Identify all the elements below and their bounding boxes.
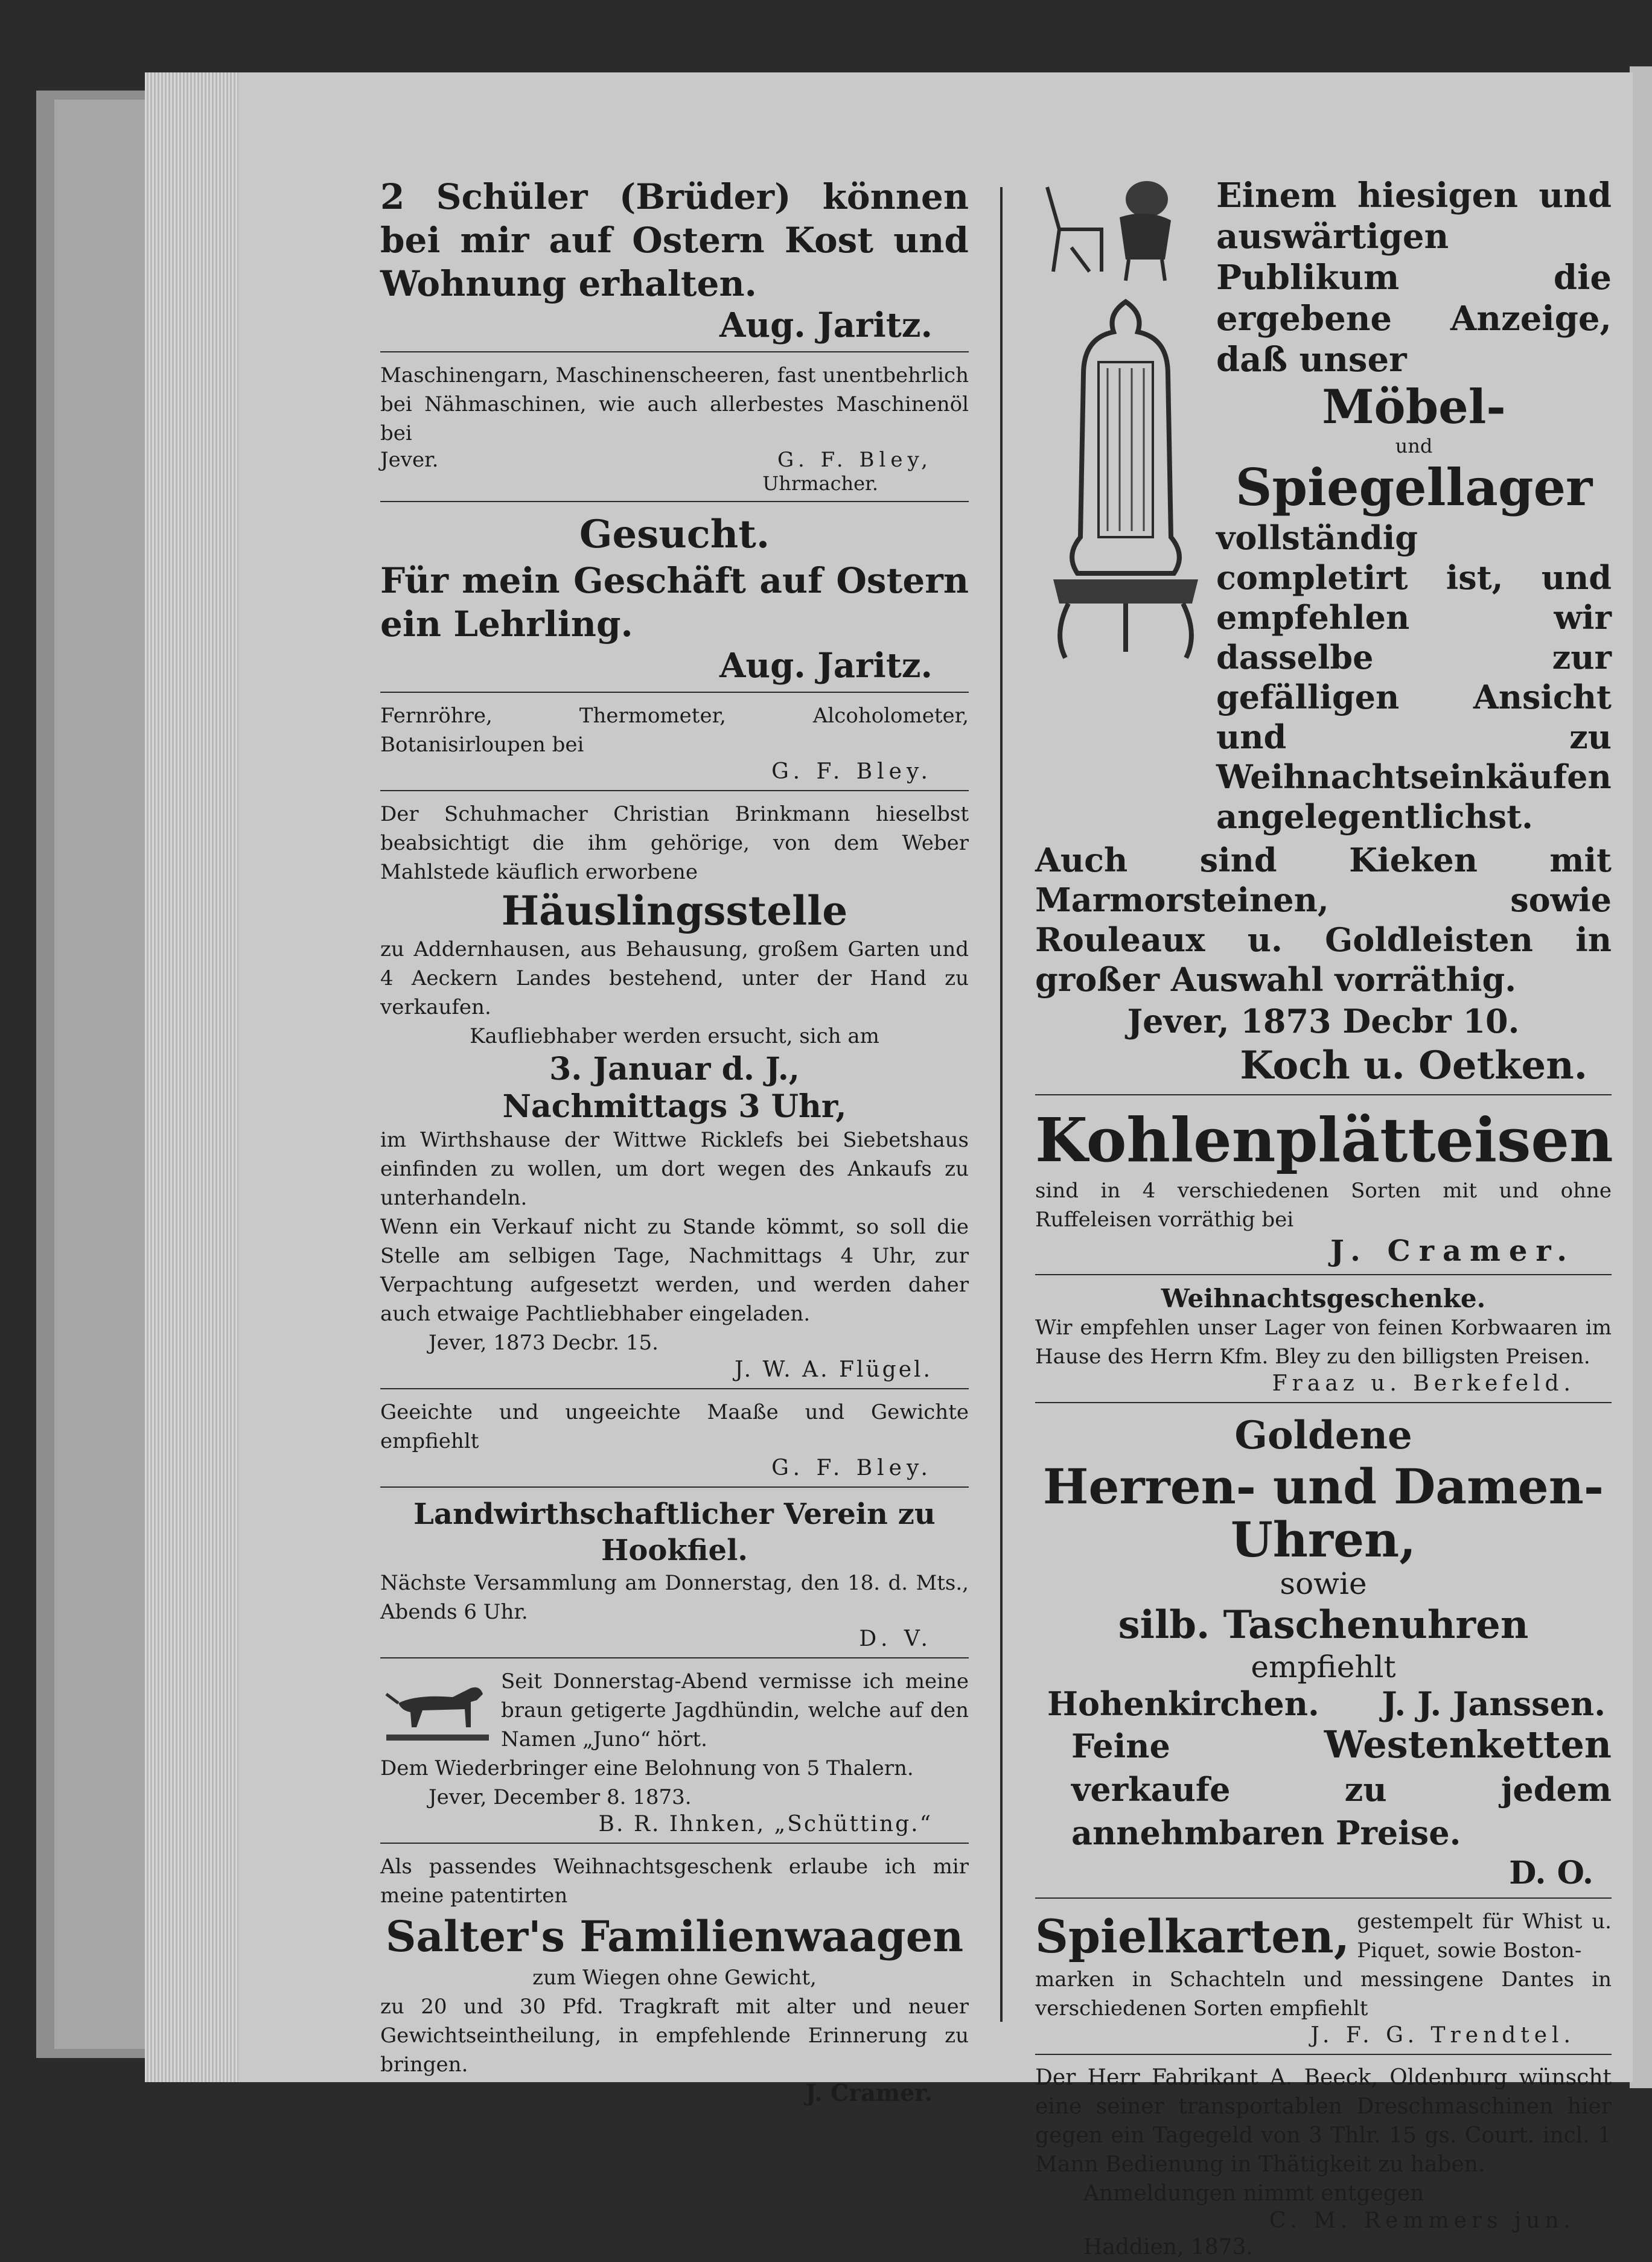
ad-place-date: Jever, 1873 Decbr 10. — [1127, 1002, 1520, 1040]
ad-signature: G. F. Bley. — [771, 759, 933, 784]
divider — [380, 501, 969, 502]
ad-signature: Aug. Jaritz. — [719, 305, 933, 345]
ad-signature: G. F. Bley, — [777, 448, 933, 472]
ad-place-date: Jever, December 8. 1873. — [429, 1785, 692, 1809]
ad-place: Hohenkirchen. — [1047, 1684, 1319, 1723]
ad-title: Salter's Familienwaagen — [385, 1911, 964, 1961]
divider — [380, 351, 969, 352]
ad-text: Nächste Versammlung am Donnerstag, den 18. d. Mts., Abends 6 Uhr. — [380, 1571, 969, 1624]
divider — [380, 790, 969, 791]
ad-line: silb. Taschenuhren — [1118, 1602, 1529, 1648]
ad-text: Fernröhre, Thermometer, Alcoholometer, Botanisirloupen bei — [380, 704, 969, 757]
facing-page-edge — [1630, 66, 1652, 2088]
chair-icon — [1035, 175, 1174, 284]
ad-signature: D. O. — [1509, 1855, 1593, 1891]
ad-text: Seit Donnerstag-Abend vermisse ich meine braun getigerte Jagdhündin, welche auf den Namen „Juno“ hört. — [501, 1669, 969, 1751]
ad-text: Einem hiesigen und auswärtigen Publikum die ergebene Anzeige, daß unser — [1216, 176, 1612, 380]
ad-text: Wir empfehlen unser Lager von feinen Korbwaaren im Hause des Herrn Kfm. Bley zu den billigsten Preisen. — [1035, 1316, 1612, 1369]
ad-familienwaagen — [380, 1852, 969, 2106]
ad-title: Häuslingsstelle — [501, 887, 848, 934]
left-column — [380, 175, 969, 2106]
ad-text: Anmeldungen nimmt entgegen — [1083, 2181, 1424, 2206]
newspaper-page — [238, 72, 1633, 2260]
ad-signature-sub: Uhrmacher. — [762, 472, 878, 495]
ad-title: Weihnachtsgeschenke. — [1161, 1284, 1486, 1313]
ad-signature: J. F. G. Trendtel. — [1310, 2023, 1575, 2048]
divider — [380, 1843, 969, 1844]
ad-place-date: Haddien, 1873. — [1083, 2235, 1253, 2260]
ad-westenketten — [1035, 1723, 1612, 1891]
ad-maschinengarn — [380, 361, 969, 495]
ad-signature: J. Cramer. — [805, 2079, 933, 2106]
ad-text: Auch sind Kieken mit Marmorsteinen, sowie Rouleaux u. Goldleisten in großer Auswahl vorräthig. — [1035, 841, 1612, 999]
ad-line: empfiehlt — [1251, 1649, 1396, 1684]
divider — [380, 1657, 969, 1658]
ad-dreschmaschine — [1035, 2063, 1612, 2262]
ad-signature: C. M. Remmers jun. — [1269, 2208, 1575, 2233]
ad-text: marken in Schachteln und messingene Dantes in verschiedenen Sorten empfiehlt — [1035, 1967, 1612, 2021]
ad-signature: G. F. Bley. — [771, 1456, 933, 1480]
ad-text: 2 Schüler (Brüder) können bei mir auf Ostern Kost und Wohnung erhalten. — [380, 176, 969, 304]
ad-text: sind in 4 verschiedenen Sorten mit und ohne Ruffeleisen vorräthig bei — [1035, 1179, 1612, 1232]
ad-signature: J. J. Janssen. — [1382, 1684, 1606, 1723]
ad-haeuslingsstelle — [380, 800, 969, 1382]
ad-signature: Koch u. Oetken. — [1240, 1043, 1587, 1088]
ad-body: im Wirthshause der Wittwe Ricklefs bei Siebetshaus einfinden zu wollen, um dort wegen des Ankaufs zu unterhandeln. — [380, 1128, 969, 1210]
divider — [380, 1388, 969, 1389]
ad-title: Westenketten — [1324, 1722, 1612, 1767]
ad-jagdhuendin — [380, 1667, 969, 1837]
ad-text: Für mein Geschäft auf Ostern ein Lehrling. — [380, 560, 969, 645]
column-divider — [1000, 187, 1003, 2022]
ad-body: zu Addernhausen, aus Behausung, großem Garten und 4 Aeckern Landes bestehend, unter der Hand zu verkaufen. — [380, 937, 969, 1019]
divider — [1035, 1274, 1612, 1275]
ad-gesucht — [380, 511, 969, 686]
ad-text: verkaufe zu jedem annehmbaren Preise. — [1071, 1770, 1612, 1852]
ad-title: Gesucht. — [579, 512, 770, 557]
ad-place-date: Jever, 1873 Decbr. 15. — [429, 1331, 659, 1355]
mirror-icon — [1041, 296, 1210, 664]
ad-signature: Aug. Jaritz. — [719, 646, 933, 686]
ad-line: Herren- und Damen-Uhren, — [1042, 1458, 1604, 1568]
ad-text: Feine — [1071, 1727, 1170, 1765]
ad-intro: Der Schuhmacher Christian Brinkmann hieselbst beabsichtigt die ihm gehörige, von dem Weber Mahlstede käuflich erworbene — [380, 802, 969, 884]
ad-weihnachtsgeschenke — [1035, 1284, 1612, 1396]
ad-place: Jever. — [380, 448, 439, 472]
divider — [380, 692, 969, 693]
divider — [1035, 1402, 1612, 1403]
ad-spielkarten — [1035, 1907, 1612, 2048]
ad-title: Kohlenplätteisen — [1035, 1104, 1613, 1176]
ad-body: Kaufliebhaber werden ersucht, sich am — [470, 1024, 879, 1048]
ad-line: sowie — [1280, 1566, 1367, 1601]
ad-title: Spielkarten, — [1035, 1909, 1350, 1963]
ad-signature: Fraaz u. Berkefeld. — [1272, 1371, 1575, 1396]
ad-text: Der Herr Fabrikant A. Beeck, Oldenburg wünscht eine seiner transportablen Dreschmaschinen hier gegen ein Tagegeld von 3 Thlr. 15 gs. Court. incl. 1 Mann Bedienung in Thätigkeit zu haben. — [1035, 2065, 1612, 2177]
divider — [1035, 1897, 1612, 1899]
ad-signature: D. V. — [859, 1626, 933, 1651]
ad-time: Nachmittags 3 Uhr, — [502, 1088, 847, 1125]
ad-intro: Als passendes Weihnachtsgeschenk erlaube ich mir meine patentirten — [380, 1855, 969, 1908]
ad-text: gestempelt für Whist u. Piquet, sowie Boston- — [1357, 1910, 1612, 1963]
dog-icon — [380, 1667, 495, 1745]
ad-fernroehre — [380, 701, 969, 784]
ad-text: Dem Wiederbringer eine Belohnung von 5 Thalern. — [380, 1756, 914, 1780]
ad-title: Landwirthschaftlicher Verein zu Hookfiel. — [413, 1497, 936, 1567]
ad-text: Geeichte und ungeeichte Maaße und Gewichte empfiehlt — [380, 1400, 969, 1453]
ad-date: 3. Januar d. J., — [549, 1051, 800, 1088]
divider — [380, 1486, 969, 1488]
ad-title: Möbel- — [1322, 380, 1506, 435]
ad-conjunction: und — [1395, 435, 1433, 457]
ad-body: zu 20 und 30 Pfd. Tragkraft mit alter und neuer Gewichtseintheilung, in empfehlende Erinnerung zu bringen. — [380, 1995, 969, 2077]
ad-gewichte — [380, 1398, 969, 1480]
ad-signature: B. R. Ihnken, „Schütting.“ — [598, 1812, 933, 1837]
divider — [1035, 1094, 1612, 1095]
ad-schueler — [380, 175, 969, 345]
ad-body: Wenn ein Verkauf nicht zu Stande kömmt, so soll die Stelle am selbigen Tage, Nachmittags 4 Uhr, zur Verpachtung aufgesetzt werden, und werden daher auch etwaige Pachtliebhaber eingeladen. — [380, 1215, 969, 1326]
ad-sub: zum Wiegen ohne Gewicht, — [532, 1966, 817, 1990]
ad-line: Goldene — [1234, 1413, 1412, 1458]
divider — [1035, 2054, 1612, 2055]
ad-kohlenplaetteisen — [1035, 1104, 1612, 1268]
right-column — [1035, 175, 1612, 2262]
page-stack-edge — [145, 72, 241, 2082]
ad-signature: J. W. A. Flügel. — [735, 1357, 933, 1382]
ad-landwirtschaftlicher-verein — [380, 1496, 969, 1651]
ad-title: Spiegellager — [1235, 457, 1593, 517]
ad-text: Maschinengarn, Maschinenscheeren, fast unentbehrlich bei Nähmaschinen, wie auch allerbestes Maschinenöl bei — [380, 363, 969, 445]
ad-text: vollständig completirt ist, und empfehlen wir dasselbe zur gefälligen Ansicht und zu Weihnachtseinkäufen angelegentlichst. — [1216, 518, 1612, 836]
ad-moebel-spiegellager — [1035, 175, 1612, 1088]
ad-signature: J. Cramer. — [1330, 1234, 1575, 1268]
ad-uhren — [1035, 1412, 1612, 1723]
